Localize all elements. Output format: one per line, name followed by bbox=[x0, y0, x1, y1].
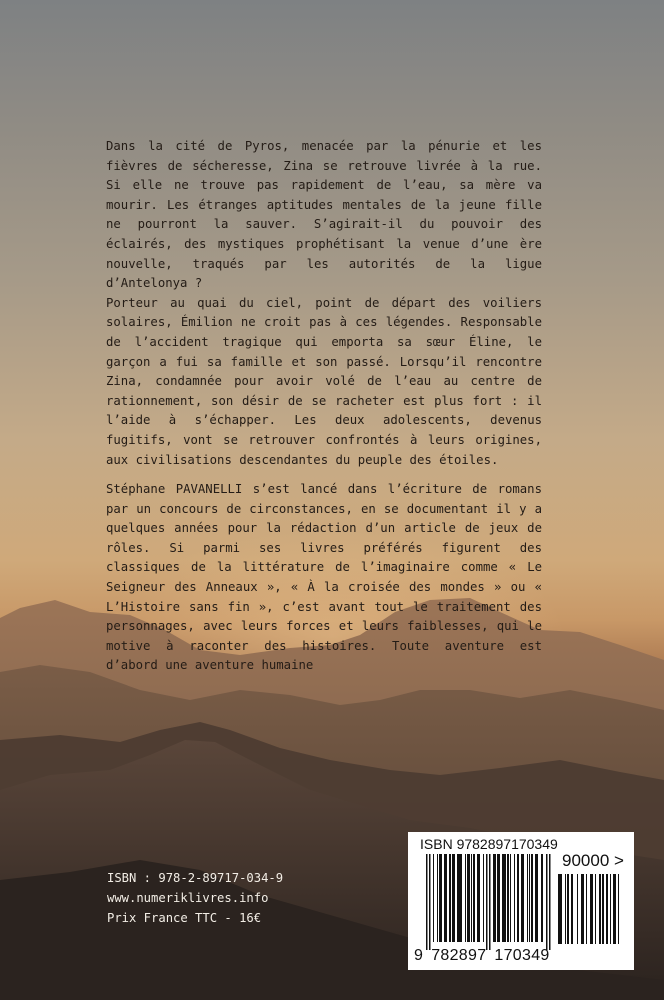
imprint-website: www.numeriklivres.info bbox=[107, 891, 269, 905]
barcode-price-code: 90000 > bbox=[562, 851, 624, 870]
barcode-left-group: 782897 bbox=[431, 947, 487, 964]
imprint-price: Prix France TTC - 16€ bbox=[107, 911, 262, 925]
barcode-right-group: 170349 bbox=[494, 947, 550, 964]
author-bio-paragraph: Stéphane PAVANELLI s’est lancé dans l’écriture de romans par un concours de circonstances, en se documentant il y a quelques années pour la rédaction d’un article de jeux de rôles. Si parmi ses livres préférés figurent des classiques de la littérature de l’imaginaire comme « Le Seigneur des Anneaux », « À la croisée des mondes » ou « L’Histoire sans fin », c’est avant tout le traitement des personnages, avec leurs forces et leurs faiblesses, qui le motive à raconter des histoires. Toute aventure est d’abord une aventure humaine bbox=[106, 482, 542, 673]
barcode-label bbox=[408, 832, 634, 970]
author-bio bbox=[106, 480, 542, 676]
imprint-isbn: ISBN : 978-2-89717-034-9 bbox=[107, 871, 284, 885]
barcode-isbn-label: ISBN 9782897170349 bbox=[420, 836, 558, 852]
synopsis-paragraph-1: Dans la cité de Pyros, menacée par la pénurie et les fièvres de sécheresse, Zina se retrouve livrée à la rue. Si elle ne trouve pas rapidement de l’eau, sa mère va mourir. Les étranges aptitudes mentales de la jeune fille ne pourront la sauver. S’agirait-il du pouvoir des éclairés, des mystiques prophétisant la venue d’une ère nouvelle, traqués par les autorités de la ligue d’Antelonya ? bbox=[106, 139, 542, 291]
barcode-digits bbox=[414, 947, 550, 965]
publisher-imprint bbox=[107, 868, 283, 928]
synopsis-paragraph-2: Porteur au quai du ciel, point de départ des voiliers solaires, Émilion ne croit pas à ces légendes. Responsable de l’accident tragique qui emporta sa sœur Éline, le garçon a fui sa famille et son passé. Lorsqu’il rencontre Zina, condamnée pour avoir volé de l’eau au centre de rationnement, son désir de se racheter est plus fort : il l’aide à s’échapper. Les deux adolescents, devenus fugitifs, vont se retrouver confrontés à leurs origines, aux civilisations descendantes du peuple des étoiles. bbox=[106, 295, 542, 467]
barcode-first-digit: 9 bbox=[414, 947, 424, 964]
synopsis bbox=[106, 137, 542, 470]
